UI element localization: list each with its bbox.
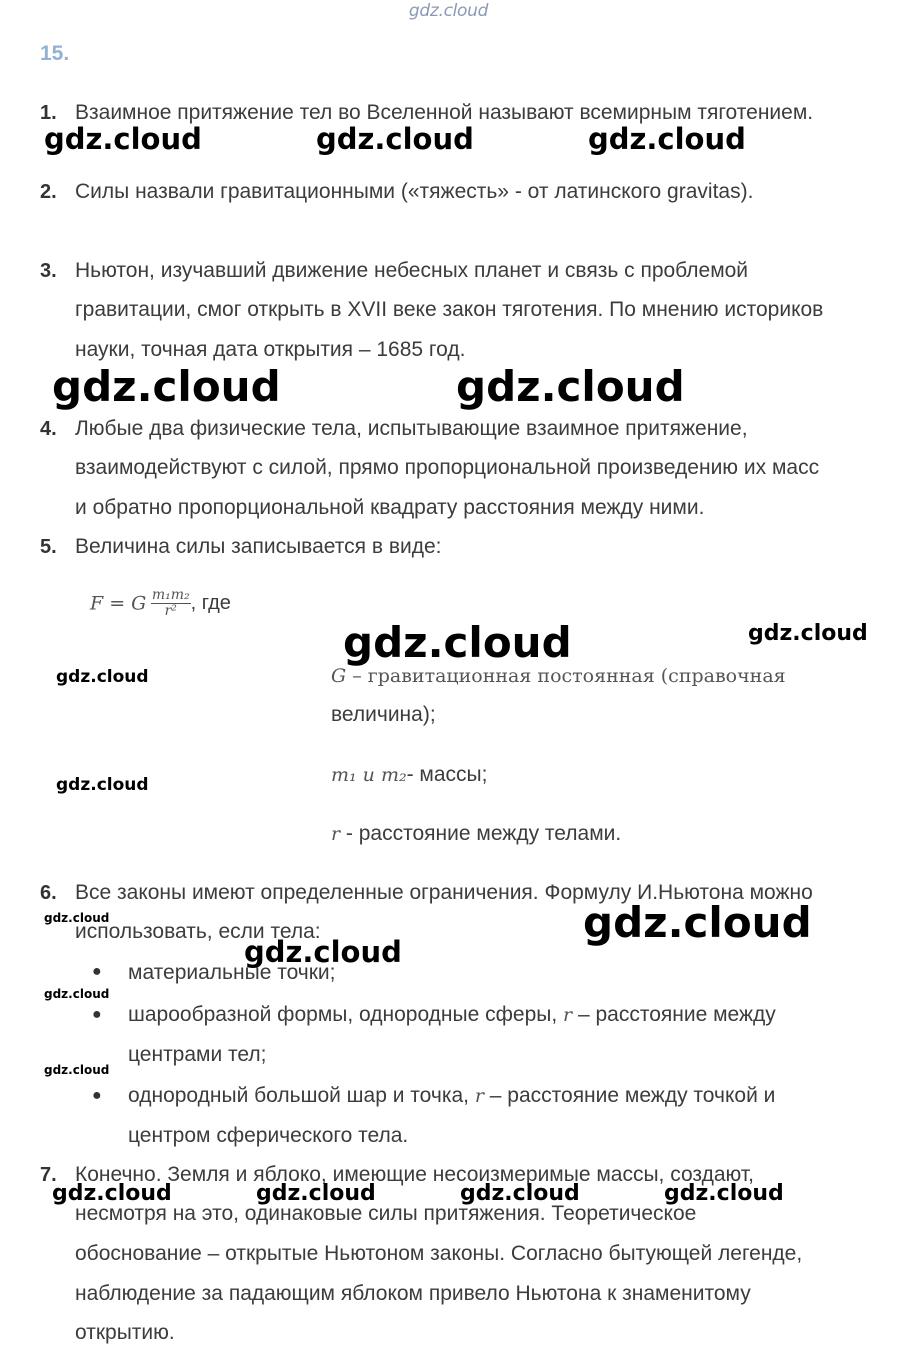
item-1-line-1: Взаимное притяжение тел во Вселенной называют всемирным тяготением. — [75, 101, 814, 124]
formula-suffix: , где — [190, 592, 231, 614]
definition-g-text: – гравитационная постоянная (справочная — [346, 665, 786, 687]
definition-g-symbol: G — [331, 665, 347, 687]
bullet-3-line-2: центром сферического тела. — [128, 1124, 409, 1147]
gravity-formula — [90, 588, 231, 619]
item-7-line-4: наблюдение за падающим яблоком привело Ньютона к знаменитому — [75, 1282, 751, 1305]
definition-r-text: - расстояние между телами. — [340, 822, 622, 845]
definition-g-line-1 — [331, 664, 786, 688]
bullet-2-line-1 — [128, 1003, 776, 1027]
item-7-line-5: открытию. — [75, 1321, 175, 1344]
bullet-3-line-1 — [128, 1084, 775, 1108]
watermark: gdz.cloud — [256, 1181, 376, 1206]
bullet-2-symbol: r — [563, 1004, 573, 1026]
item-7-number: 7. — [40, 1164, 57, 1186]
watermark: gdz.cloud — [456, 362, 685, 411]
watermark: gdz.cloud — [748, 621, 868, 646]
item-2-line-1: Силы назвали гравитационными («тяжесть» - от латинского gravitas). — [75, 180, 754, 203]
item-4-line-1: Любые два физические тела, испытывающие взаимное притяжение, — [75, 417, 748, 440]
formula-lhs: F = G — [90, 592, 147, 615]
bullet-1-line-1: материальные точки; — [128, 961, 336, 984]
watermark: gdz.cloud — [44, 122, 202, 156]
definition-m-text: - массы; — [406, 763, 488, 786]
watermark: gdz.cloud — [316, 122, 474, 156]
watermark: gdz.cloud — [588, 122, 746, 156]
watermark: gdz.cloud — [56, 667, 149, 687]
watermark: gdz.cloud — [44, 987, 110, 1001]
bullet-icon: ● — [92, 963, 102, 980]
bullet-2-line-2: центрами тел; — [128, 1043, 267, 1066]
definition-r-line — [331, 822, 621, 846]
watermark: gdz.cloud — [52, 1181, 172, 1206]
definition-r-symbol: r — [331, 823, 341, 845]
task-number: 15. — [40, 42, 70, 65]
watermark: gdz.cloud — [583, 898, 812, 947]
bullet-3-symbol: r — [474, 1085, 484, 1107]
item-3-line-1: Ньютон, изучавший движение небесных планет и связь с проблемой — [75, 259, 749, 282]
definition-m-symbol: m₁ и m₂ — [331, 764, 407, 786]
bullet-2-pre: шарообразной формы, однородные сферы, — [128, 1003, 564, 1026]
item-5-number: 5. — [40, 536, 57, 558]
item-7-line-1: Конечно. Земля и яблоко, имеющие несоизмеримые массы, создают, — [75, 1163, 754, 1186]
item-7-line-2: несмотря на это, одинаковые силы притяжения. Теоретическое — [75, 1202, 697, 1225]
item-4-line-3: и обратно пропорциональной квадрату расстояния между ними. — [75, 496, 705, 519]
watermark: gdz.cloud — [343, 618, 572, 667]
definition-m-line — [331, 763, 487, 787]
bullet-3-pre: однородный большой шар и точка, — [128, 1084, 475, 1107]
formula-numerator: m₁m₂ — [151, 587, 190, 603]
formula-denominator: r² — [164, 603, 177, 619]
definition-g-line-2: величина); — [331, 703, 436, 726]
item-6-line-1: Все законы имеют определенные ограничения. Формулу И.Ньютона можно — [75, 881, 813, 904]
item-3-number: 3. — [40, 260, 57, 282]
item-3-line-2: гравитации, смог открыть в XVII веке закон тяготения. По мнению историков — [75, 298, 824, 321]
watermark: gdz.cloud — [44, 1063, 110, 1077]
item-2-number: 2. — [40, 181, 57, 203]
item-3-line-3: науки, точная дата открытия – 1685 год. — [75, 338, 466, 361]
watermark: gdz.cloud — [244, 935, 402, 969]
watermark: gdz.cloud — [44, 911, 110, 925]
item-5-line-1: Величина силы записывается в виде: — [75, 535, 442, 558]
bullet-icon: ● — [92, 1087, 102, 1104]
header-watermark: gdz.cloud — [408, 1, 489, 21]
item-1-number: 1. — [40, 102, 57, 124]
watermark: gdz.cloud — [664, 1181, 784, 1206]
item-6-line-2: использовать, если тела: — [75, 920, 321, 943]
watermark: gdz.cloud — [52, 362, 281, 411]
bullet-2-post: – расстояние между — [572, 1003, 776, 1026]
bullet-3-post: – расстояние между точкой и — [483, 1084, 776, 1107]
bullet-icon: ● — [92, 1006, 102, 1023]
item-6-number: 6. — [40, 882, 57, 904]
item-7-line-3: обоснование – открытые Ньютоном законы. Согласно бытующей легенде, — [75, 1242, 803, 1265]
formula-fraction — [151, 588, 191, 619]
item-4-number: 4. — [40, 418, 57, 440]
watermark: gdz.cloud — [460, 1181, 580, 1206]
item-4-line-2: взаимодействуют с силой, прямо пропорциональной произведению их масс — [75, 456, 820, 479]
watermark: gdz.cloud — [56, 775, 149, 795]
